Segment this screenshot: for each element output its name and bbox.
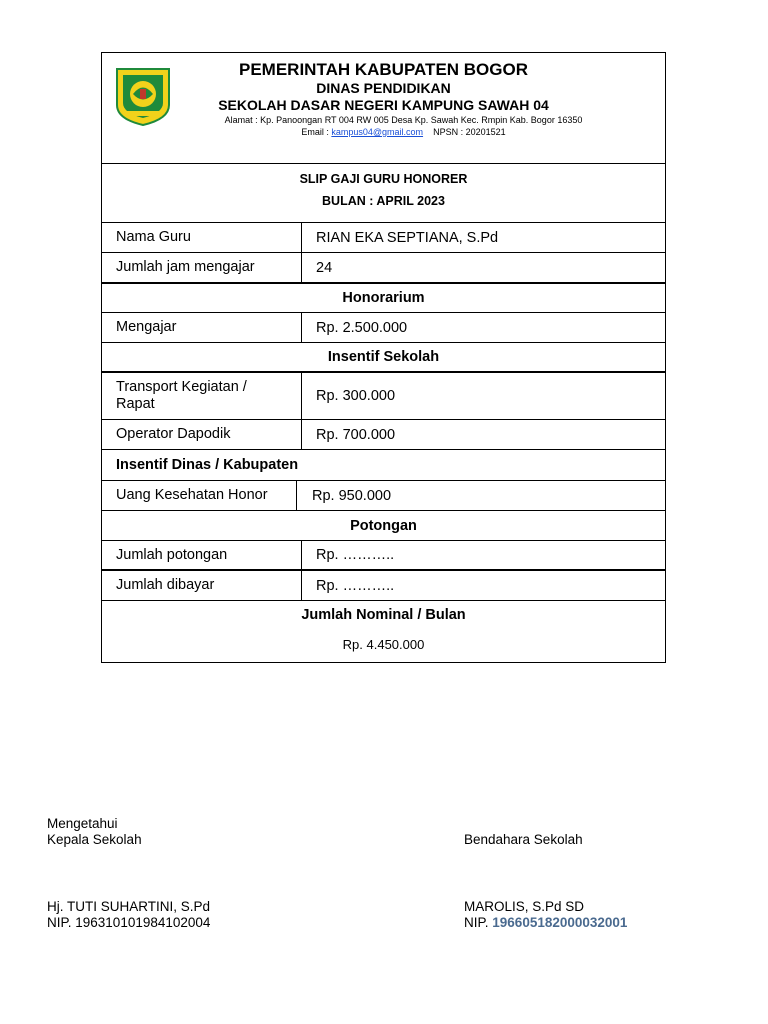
nama-guru-label: Nama Guru — [102, 223, 302, 252]
row-jumlah-dibayar — [102, 571, 665, 601]
total-value: Rp. 4.450.000 — [342, 637, 425, 652]
section-insentif-dinas: Insentif Dinas / Kabupaten — [102, 450, 665, 481]
signature-left-name — [47, 899, 210, 931]
jumlah-potongan-value: Rp. ……….. — [316, 547, 395, 563]
nama-guru-value: RIAN EKA SEPTIANA, S.Pd — [316, 229, 499, 246]
letterhead — [102, 53, 665, 164]
row-kesehatan — [102, 481, 665, 511]
kepala-nip: NIP. 196310101984102004 — [47, 915, 211, 930]
npsn: NPSN : 20201521 — [433, 127, 506, 137]
bendahara-nip: 196605182000032001 — [492, 915, 628, 930]
signature-left — [47, 816, 142, 848]
bendahara-name: MAROLIS, S.Pd SD — [464, 899, 585, 914]
jumlah-potongan-label: Jumlah potongan — [102, 541, 302, 569]
operator-value: Rp. 700.000 — [316, 426, 396, 443]
signature-right-name — [464, 899, 627, 931]
email-link[interactable]: kampus04@gmail.com — [331, 127, 424, 137]
row-nama-guru — [102, 223, 665, 253]
section-honorarium: Honorarium — [102, 284, 665, 313]
row-operator — [102, 420, 665, 450]
bendahara-nip-line — [464, 915, 627, 931]
kesehatan-label: Uang Kesehatan Honor — [102, 481, 297, 510]
transport-value: Rp. 300.000 — [316, 388, 396, 404]
slip-title — [102, 164, 665, 223]
slip-title-main: SLIP GAJI GURU HONORER — [299, 172, 468, 186]
jumlah-dibayar-label: Jumlah dibayar — [102, 571, 302, 600]
row-jumlah-jam — [102, 253, 665, 284]
signature-right — [464, 832, 583, 848]
mengajar-label: Mengajar — [102, 313, 302, 342]
section-insentif-sekolah: Insentif Sekolah — [102, 343, 665, 373]
kepala-role: Kepala Sekolah — [47, 832, 142, 847]
header-government: PEMERINTAH KABUPATEN BOGOR — [239, 60, 528, 79]
jumlah-jam-value: 24 — [316, 259, 333, 276]
bendahara-role: Bendahara Sekolah — [464, 832, 583, 847]
row-mengajar — [102, 313, 665, 343]
jumlah-jam-label: Jumlah jam mengajar — [102, 253, 302, 282]
header-contact — [102, 127, 665, 138]
salary-slip — [101, 52, 666, 663]
kesehatan-value: Rp. 950.000 — [312, 487, 392, 504]
header-school: SEKOLAH DASAR NEGERI KAMPUNG SAWAH 04 — [218, 97, 549, 113]
slip-title-month: BULAN : APRIL 2023 — [322, 194, 445, 208]
mengajar-value: Rp. 2.500.000 — [316, 319, 408, 336]
header-address: Alamat : Kp. Panoongan RT 004 RW 005 Desa Kp. Sawah Kec. Rmpin Kab. Bogor 16350 — [224, 115, 583, 125]
email-label: Email : — [301, 127, 329, 137]
bendahara-nip-label: NIP. — [464, 915, 489, 930]
operator-label: Operator Dapodik — [102, 420, 302, 449]
section-potongan: Potongan — [102, 511, 665, 541]
kepala-name: Hj. TUTI SUHARTINI, S.Pd — [47, 899, 211, 914]
jumlah-dibayar-value: Rp. ……….. — [316, 577, 395, 594]
header-department: DINAS PENDIDIKAN — [316, 80, 451, 96]
total-label: Jumlah Nominal / Bulan — [301, 607, 466, 623]
row-jumlah-potongan — [102, 541, 665, 571]
mengetahui-text: Mengetahui — [47, 816, 118, 831]
row-transport — [102, 373, 665, 420]
transport-label: Transport Kegiatan / Rapat — [102, 373, 302, 419]
total-block — [102, 601, 665, 662]
